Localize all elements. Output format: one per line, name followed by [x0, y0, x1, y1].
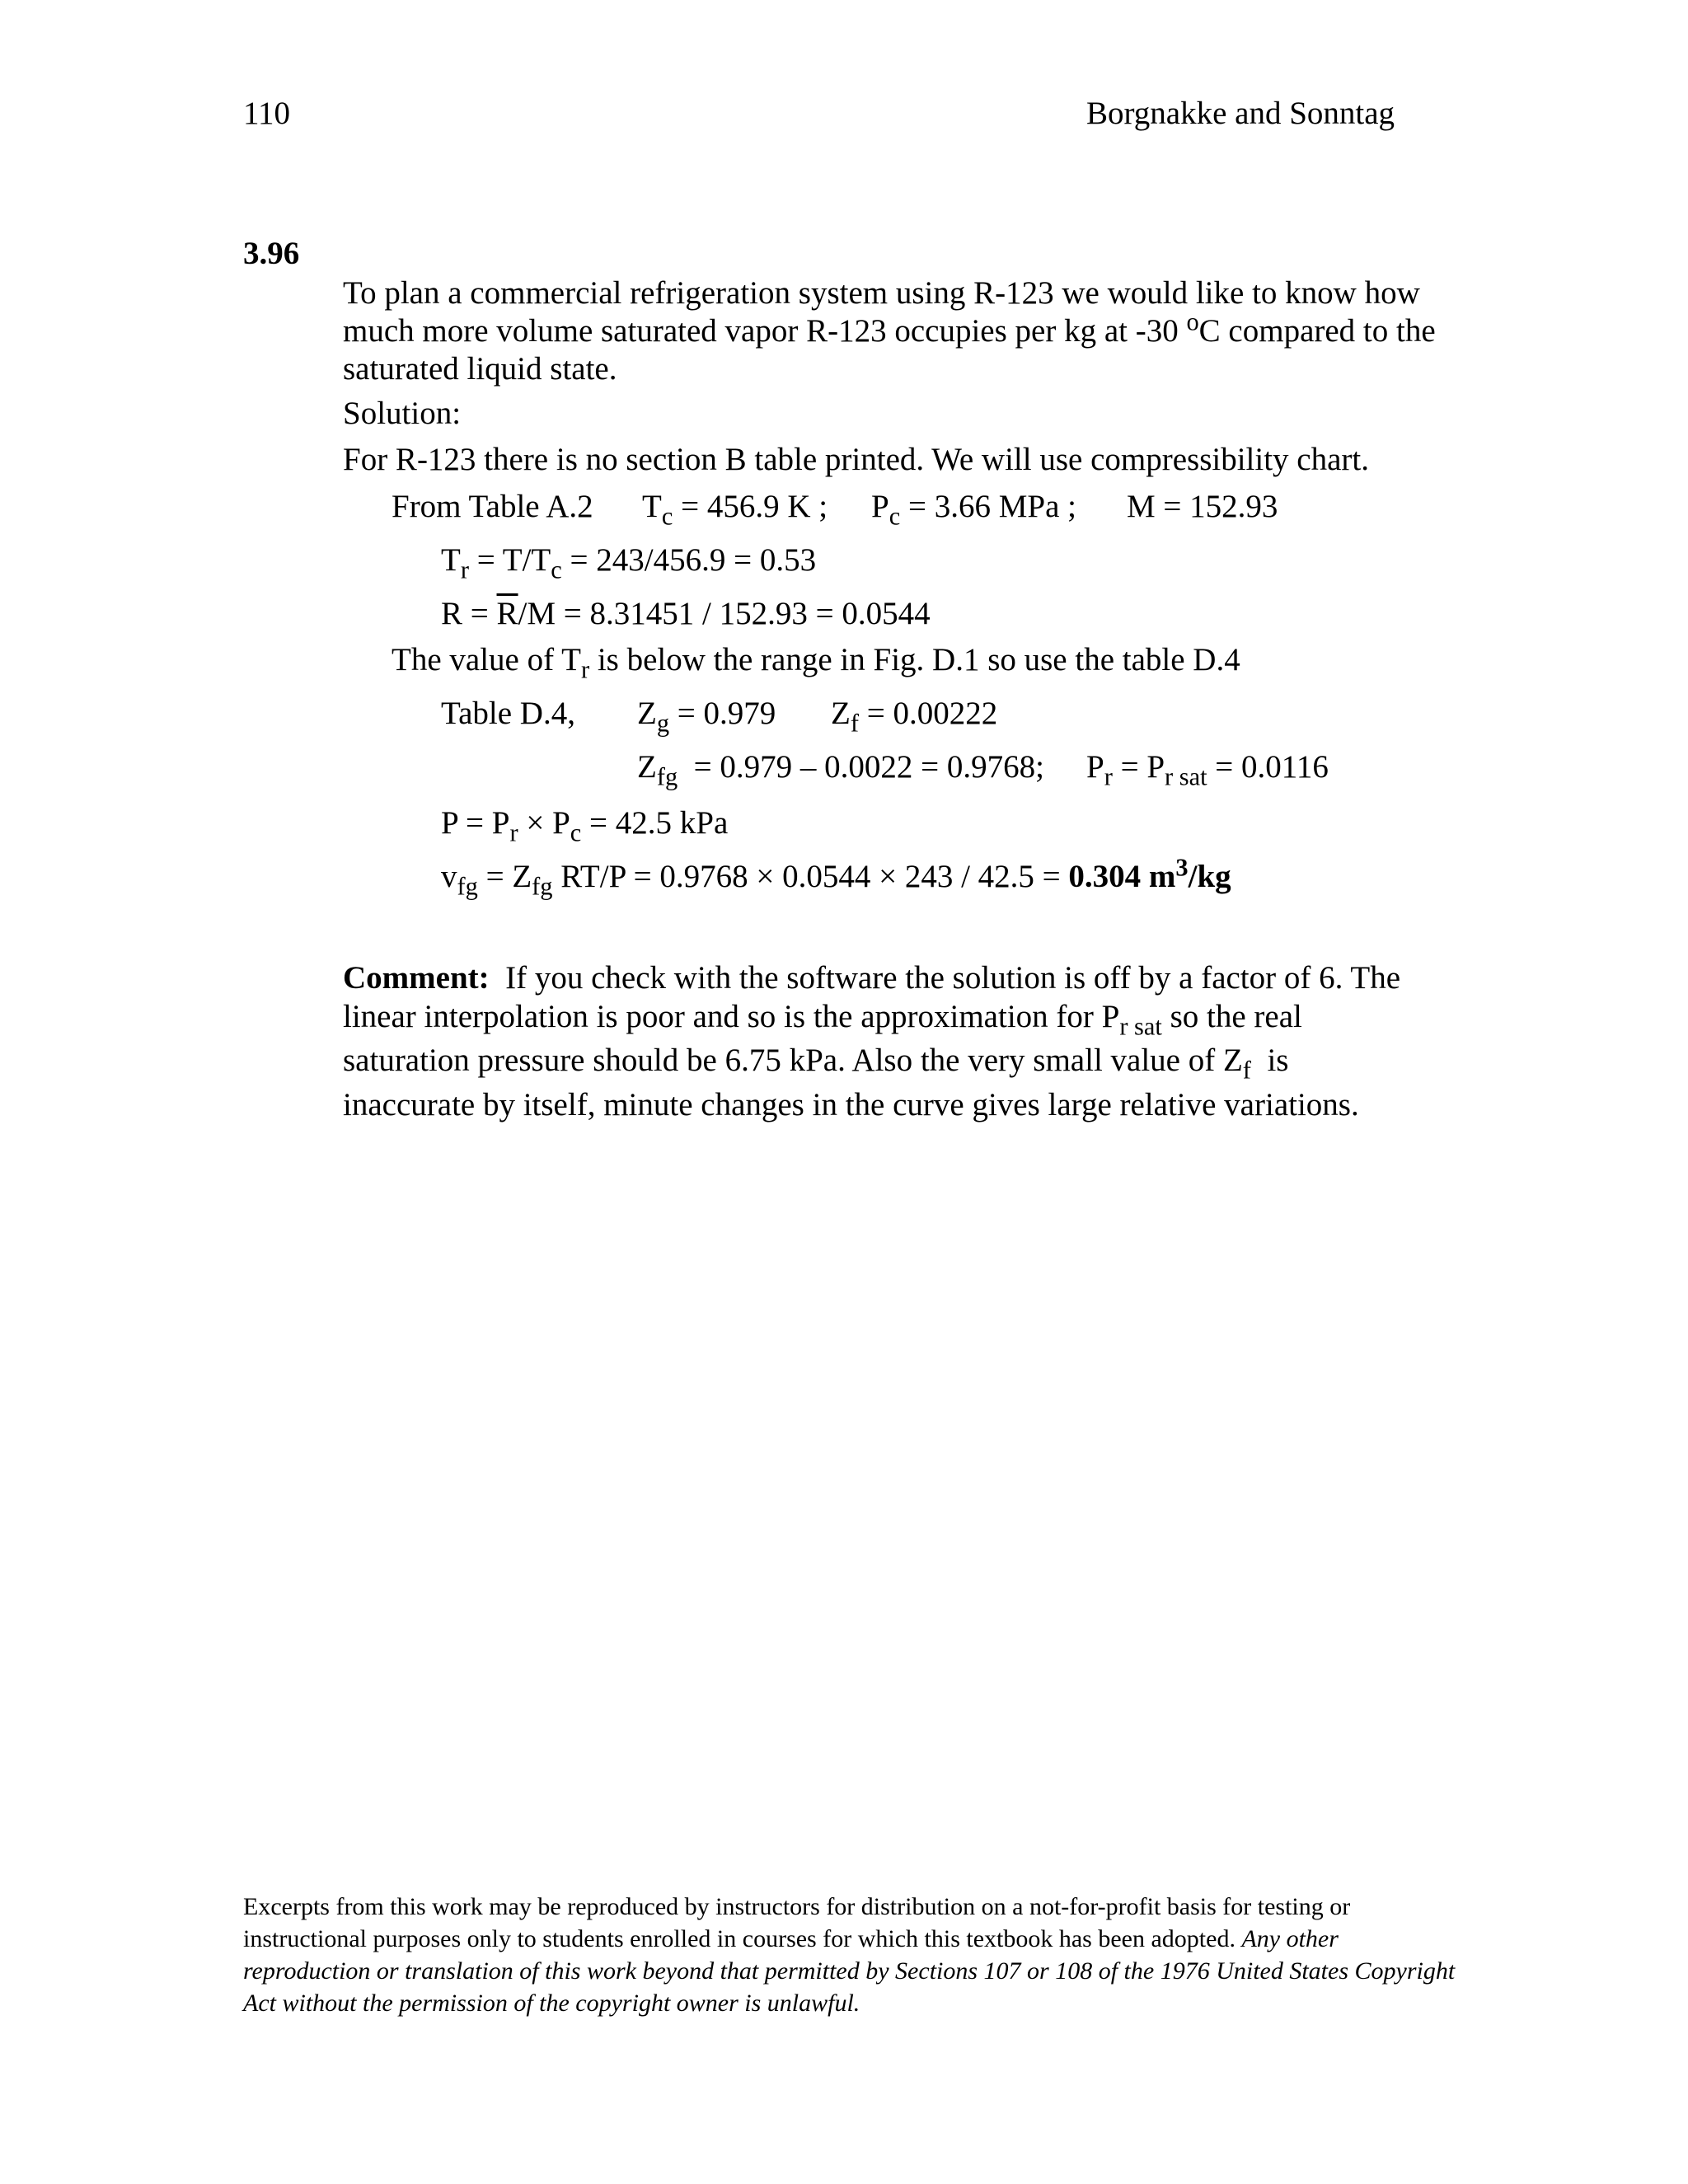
gas-constant-line — [441, 595, 931, 633]
critical-temperature — [642, 488, 828, 531]
zf-value — [831, 695, 998, 738]
subscript-fg: fg — [656, 762, 678, 791]
reduced-pressure — [1086, 748, 1329, 791]
range-note-line — [392, 641, 1240, 684]
subscript-r: r — [460, 555, 469, 584]
text: saturation pressure should be 6.75 kPa. Also the very small value of Z — [343, 1043, 1243, 1078]
text: so the real — [1161, 999, 1302, 1034]
degree-superscript: o — [1186, 307, 1199, 336]
subscript-c: c — [661, 502, 673, 531]
copyright-footer — [243, 1891, 1463, 2019]
subscript-g: g — [656, 709, 670, 738]
problem-statement-line-2 — [343, 307, 1436, 350]
text: × P — [518, 805, 570, 841]
comment-line-3 — [343, 1042, 1289, 1085]
problem-statement-line-1: To plan a commercial refrigeration system using R-123 we would like to know how — [343, 275, 1420, 311]
text: is below the range in Fig. D.1 so use the table D.4 — [589, 642, 1240, 677]
text: linear interpolation is poor and so is the approximation for P — [343, 999, 1120, 1034]
subscript-r: r — [509, 818, 518, 847]
symbol-t: T — [642, 489, 662, 524]
table-a2-line — [392, 488, 593, 526]
text: = 0.00222 — [858, 696, 998, 731]
text: If you check with the software the solution is off by a factor of 6. The — [489, 960, 1401, 996]
zg-value — [637, 695, 776, 738]
problem-number: 3.96 — [243, 236, 300, 271]
final-answer — [1068, 853, 1231, 894]
subscript-r-sat: r sat — [1119, 1012, 1162, 1041]
subscript-r: r — [580, 655, 590, 684]
text: = P — [1112, 749, 1165, 785]
text: P = P — [441, 805, 510, 841]
text: R = — [441, 596, 497, 631]
pressure-line — [441, 804, 729, 847]
symbol-z: Z — [637, 749, 657, 785]
running-title: Borgnakke and Sonntag — [1086, 96, 1395, 131]
answer-unit: /kg — [1188, 859, 1231, 894]
symbol-p: P — [871, 489, 889, 524]
symbol-v: v — [441, 859, 457, 894]
symbol-z: Z — [831, 696, 851, 731]
table-d4-label: Table D.4, — [441, 696, 575, 731]
solution-label: Solution: — [343, 396, 462, 431]
subscript-r-sat: r sat — [1165, 762, 1207, 791]
subscript-c: c — [570, 818, 582, 847]
table-a2-label: From Table A.2 — [392, 489, 593, 524]
text: = 42.5 kPa — [581, 805, 729, 841]
symbol-t: T — [441, 542, 461, 578]
text: = 0.0116 — [1207, 749, 1329, 785]
statement-text: much more volume saturated vapor R-123 occupies per kg at -30 — [343, 313, 1187, 349]
superscript-3: 3 — [1175, 853, 1189, 882]
r-bar-symbol: $\overline{R}$ — [496, 596, 518, 631]
text: = 243/456.9 = 0.53 — [561, 542, 817, 578]
critical-pressure — [871, 488, 1076, 531]
subscript-f: f — [850, 709, 859, 738]
text: is — [1250, 1043, 1289, 1078]
symbol-p: P — [1086, 749, 1104, 785]
footer-text: Excerpts from this work may be reproduced by instructors for distribution on a not-for-profit basis for testing or instructional purposes only to students enrolled in courses for which this textbook has been adopted. — [243, 1893, 1351, 1952]
text: RT/P = 0.9768 × 0.0544 × 243 / 42.5 = — [552, 859, 1069, 894]
statement-text: C compared to the — [1198, 313, 1436, 349]
vfg-result-line — [441, 853, 1231, 901]
text: /M = 8.31451 / 152.93 = 0.0544 — [518, 596, 931, 631]
subscript-f: f — [1242, 1056, 1251, 1085]
comment-line-1 — [343, 959, 1400, 997]
tc-value: = 456.9 K ; — [673, 489, 828, 524]
answer-value: 0.304 m — [1068, 859, 1176, 894]
subscript-fg: fg — [532, 872, 553, 901]
subscript-fg: fg — [457, 872, 478, 901]
zfg-line — [637, 748, 1044, 791]
pc-value: = 3.66 MPa ; — [900, 489, 1076, 524]
problem-statement-line-3: saturated liquid state. — [343, 351, 617, 387]
text: = 0.979 — [669, 696, 776, 731]
symbol-z: Z — [637, 696, 657, 731]
reduced-temperature-line — [441, 541, 817, 584]
text: The value of T — [392, 642, 581, 677]
comment-label: Comment: — [343, 960, 490, 996]
subscript-r: r — [1104, 762, 1113, 791]
text: = T/T — [468, 542, 551, 578]
page-number: 110 — [243, 96, 291, 131]
solution-intro: For R-123 there is no section B table printed. We will use compressibility chart. — [343, 442, 1369, 477]
molar-mass: M = 152.93 — [1127, 489, 1278, 524]
comment-line-2 — [343, 998, 1302, 1041]
subscript-c: c — [551, 555, 562, 584]
footer-italic-text: Any other reproduction or translation of this work beyond that permitted by Sections 107 or 108 of the 1976 United States Copyright Act without the permission of the copyright owner is unlawful. — [243, 1925, 1456, 2017]
subscript-c: c — [889, 502, 901, 531]
text: = Z — [477, 859, 532, 894]
text: = 0.979 – 0.0022 = 0.9768; — [678, 749, 1044, 785]
comment-line-4: inaccurate by itself, minute changes in the curve gives large relative variations. — [343, 1087, 1359, 1122]
